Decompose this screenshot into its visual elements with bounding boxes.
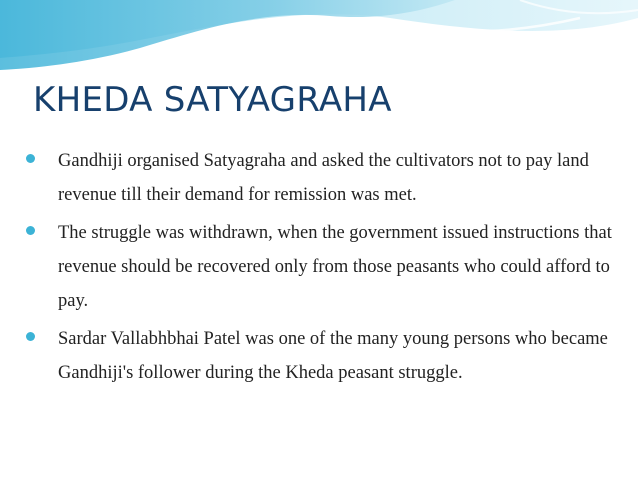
bullet-item bbox=[22, 144, 622, 212]
bullet-item bbox=[22, 216, 622, 318]
bullet-item bbox=[22, 322, 622, 390]
bullet-text: Gandhiji organised Satyagraha and asked the cultivators not to pay land revenue till their demand for remission was met. bbox=[58, 151, 589, 205]
wave-front bbox=[0, 0, 455, 70]
bullet-dot-icon bbox=[26, 332, 35, 341]
bullet-text: Sardar Vallabhbhai Patel was one of the many young persons who became Gandhiji's follower during the Kheda peasant struggle. bbox=[58, 329, 608, 383]
bullet-text: The struggle was withdrawn, when the government issued instructions that revenue should be recovered only from those peasants who could afford to pay. bbox=[58, 223, 612, 311]
slide-title: KHEDA SATYAGRAHA bbox=[33, 80, 392, 120]
bullet-list bbox=[22, 144, 622, 394]
bullet-dot-icon bbox=[26, 154, 35, 163]
bullet-dot-icon bbox=[26, 226, 35, 235]
header-wave-decoration bbox=[0, 0, 638, 80]
